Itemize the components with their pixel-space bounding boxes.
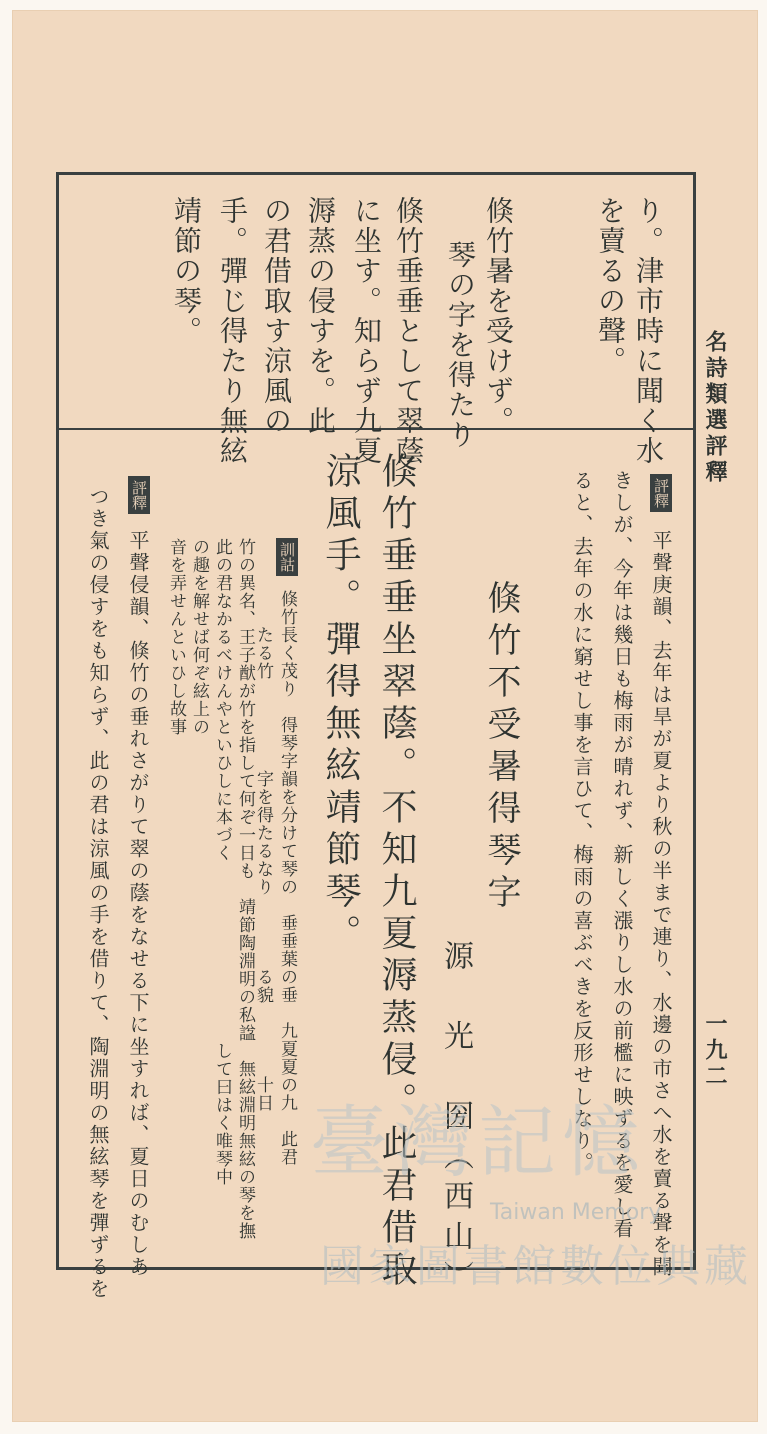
poem-line: 倏竹垂垂坐翠蔭。不知九夏溽蒸侵。此君借取 (376, 452, 417, 1292)
top-right-rule (694, 175, 696, 428)
top-column: に坐す。知らず九夏 (350, 196, 383, 466)
poem-author: 源 光 圀（西山） (438, 940, 473, 1300)
top-column: 琴の字を得たり (444, 240, 477, 450)
commentary-label: 評釋 (650, 474, 672, 512)
top-column: 倏竹垂垂として翠蔭 (392, 196, 425, 466)
glossary-column: 此の君なかるべけんやといひしに本づく して曰はく唯琴中 (212, 538, 232, 1186)
glossary-column: 音を弄せんといひし故事 (166, 538, 186, 736)
glossary-column: たる竹 字を得たるなり る貌 十日 (253, 590, 273, 1112)
poem-title: 倏竹不受暑得琴字 (481, 580, 521, 916)
watermark-english: Taiwan Memory (490, 1200, 662, 1225)
top-column: 靖節の琴。 (170, 196, 203, 346)
commentary-column: きしが、今年は幾日も梅雨が晴れず、新しく漲りし水の前檻に映ずるを愛し看 (610, 470, 634, 1240)
poem-line: 涼風手。彈得無絃靖節琴。 (320, 452, 361, 956)
commentary-bottom-column: 平聲侵韻、倏竹の垂れさがりて翠の蔭をなせる下に坐すれば、夏日のむしあ (126, 530, 150, 1278)
watermark-main: 臺灣記憶 (310, 1098, 647, 1188)
glossary-column: 倏竹長く茂り 得琴字韻を分けて琴の 垂垂葉の垂 九夏夏の九 此君 (277, 590, 297, 1166)
top-column: 溽蒸の侵すを。此 (304, 196, 337, 436)
top-column: り。津市時に聞く水 (632, 196, 665, 466)
commentary-label-bottom: 評釋 (128, 476, 150, 514)
top-column: 倏竹暑を受けず。 (482, 196, 515, 436)
glossary-label: 訓詁 (276, 538, 298, 576)
glossary-column: 竹の異名、王子猷が竹を指して何ぞ一日も 靖節陶淵明の私諡 無絃淵明無絃の琴を撫 (235, 538, 255, 1240)
page-number: 一九二 (702, 1012, 728, 1090)
commentary-column: ると、去年の水に窮せし事を言ひて、梅雨の喜ぶべきを反形せしなり。 (570, 470, 594, 1174)
book-title: 名詩類選評釋 (702, 330, 728, 486)
top-column: 手。彈じ得たり無絃 (216, 196, 249, 466)
top-column: の君借取す涼風の (260, 196, 293, 436)
commentary-column: 平聲庚韻、去年は旱が夏より秋の半まで連り、水邊の市さへ水を賣る聲を聞 (649, 530, 673, 1278)
glossary-column: の趣を解せば何ぞ絃上の (189, 538, 209, 736)
top-column: を賣るの聲。 (594, 196, 627, 376)
commentary-bottom-column: つき氣の侵すをも知らず、此の君は涼風の手を借りて、陶淵明の無絃琴を彈ずるを (86, 486, 110, 1300)
watermark-sub: 國家圖書館數位典藏 (320, 1241, 752, 1292)
